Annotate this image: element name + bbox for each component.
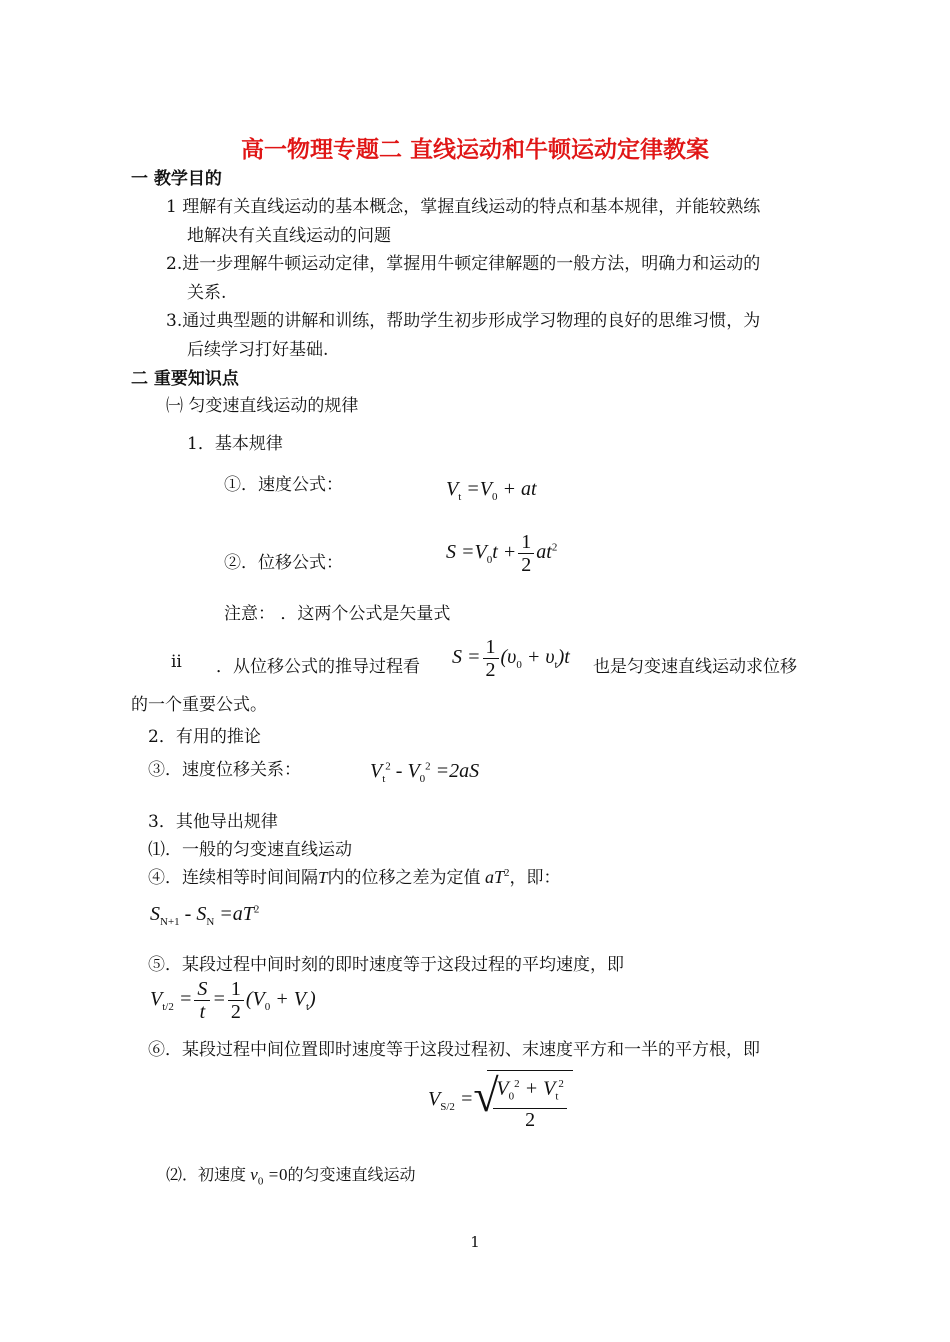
section-heading-key-points: 二 重要知识点 [131,369,239,389]
note-ii-label: ii [171,652,182,672]
note-vector-formulas: 注意： ．这两个公式是矢量式 [224,604,451,624]
other-rules-heading: 3．其他导出规律 [148,812,278,832]
goal-2-line-1: 2.进一步理解牛顿运动定律，掌握用牛顿定律解题的一般方法，明确力和运动的 [166,254,761,274]
note-ii-continued: 的一个重要公式。 [131,695,267,715]
velocity-formula-label: ①．速度公式： [224,475,343,495]
goal-3-line-1: 3.通过典型题的讲解和训练，帮助学生初步形成学习物理的良好的思维习惯，为 [166,311,761,331]
goal-3-line-2: 后续学习打好基础. [187,340,329,360]
note-ii-text: ．从位移公式的推导过程看 [216,657,420,677]
section-heading-teaching-goals: 一 教学目的 [131,169,222,189]
velocity-formula: $V_t =V_0$ + at [446,478,537,503]
mid-time-velocity-label: ⑤．某段过程中间时刻的即时速度等于这段过程的平均速度，即 [148,955,624,975]
useful-corollaries-heading: 2．有用的推论 [148,727,261,747]
goal-1-line-1: 1 理解有关直线运动的基本概念，掌握直线运动的特点和基本规律，并能较熟练 [166,197,761,217]
page-number: 1 [470,1233,480,1251]
general-motion-heading: ⑴．一般的匀变速直线运动 [148,840,352,860]
constant-difference-formula: $S_{N+1} - S_N =aT^2$ [150,903,260,928]
subsection-uniform-acceleration: ㈠ 匀变速直线运动的规律 [166,396,359,416]
average-displacement-formula: S = $\frac{1}{2}$ $(\upsilon_0 + \upsilon_t)t$ [452,636,570,681]
basic-laws-heading: 1．基本规律 [187,434,283,454]
mid-position-velocity-formula: $V_{S/2}$ = √ $\frac{V_0^2 + V_t^2}{2}$ [428,1070,573,1131]
note-ii-tail: 也是匀变速直线运动求位移 [593,657,797,677]
constant-difference-label: ④．连续相等时间间隔T内的位移之差为定值 $aT^2$，即： [148,867,561,888]
velocity-displacement-label: ③．速度位移关系： [148,760,301,780]
mid-position-velocity-label: ⑥．某段过程中间位置即时速度等于这段过程初、末速度平方和一半的平方根，即 [148,1040,760,1060]
page-title: 高一物理专题二 直线运动和牛顿运动定律教案 [240,136,709,163]
mid-time-velocity-formula: $V_{t/2}$ = $\frac{S}{t}$ = $\frac{1}{2}$ $(V_0 + V_t)$ [150,978,316,1023]
velocity-displacement-formula: $V_t^2 - V_0^2 =2aS$ [370,760,480,785]
goal-2-line-2: 关系. [187,283,227,303]
displacement-formula: $S =V_0t$ + $\frac{1}{2}$ $at^2$ [446,531,558,576]
displacement-formula-label: ②．位移公式： [224,553,343,573]
goal-1-line-2: 地解决有关直线运动的问题 [187,226,391,246]
zero-initial-velocity-heading: ⑵．初速度 $v_0 =0$的匀变速直线运动 [166,1165,416,1188]
